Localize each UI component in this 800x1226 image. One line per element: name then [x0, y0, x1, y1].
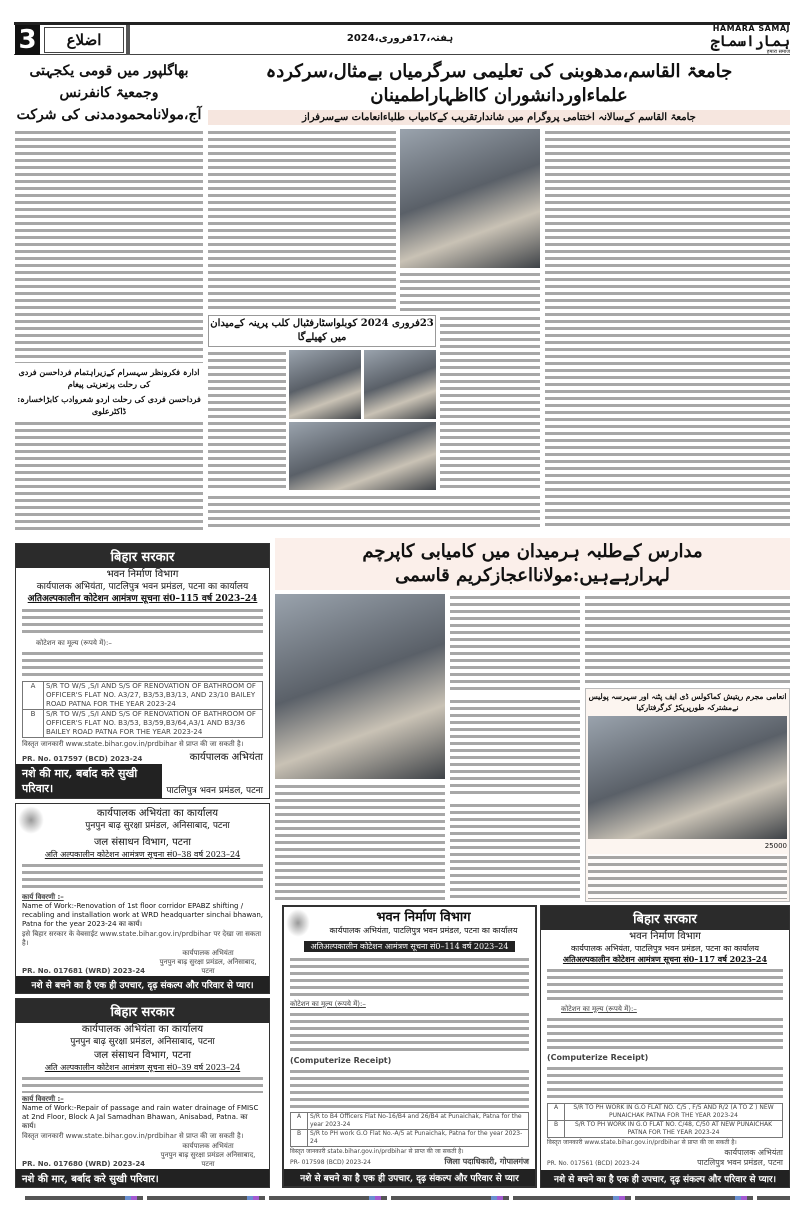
- madaris-headline: مدارس کےطلبہ ہرمیدان میں کامیابی کاپرچم لہرارہےہیں:مولانااعجازکریم قاسمی: [275, 538, 790, 590]
- ad-office2: पुनपुन बाढ़ सुरक्षा प्रमंडल, अनिसाबाद, पटना: [70, 1036, 215, 1047]
- main-body-right: [545, 129, 790, 530]
- ad-sign: कार्यपालक अभियंता: [724, 1148, 783, 1158]
- main-headline: جامعۃ القاسم،مدھوبنی کی تعلیمی سرگرمیاں بےمثال،سرکردہ علماءاوردانشوران کااظہاراطمینان: [265, 61, 733, 106]
- ad-slogan: नशे की मार, बर्बाद करे सुखी परिवार।: [16, 764, 162, 798]
- madaris-body-bottom2: [450, 802, 580, 902]
- ad-website[interactable]: विस्तृत जानकारी state.bihar.gov.in/prdbihar से प्राप्त की जा सकती है।: [290, 1147, 464, 1155]
- row-no: A: [553, 1104, 559, 1112]
- football-body: [208, 350, 286, 490]
- main-story-photo: [400, 129, 540, 268]
- left-story: [15, 60, 203, 530]
- ad-office: कार्यपालक अभियंता का कार्यालय: [81, 1023, 204, 1035]
- ad-slogan: नशे से बचने का है एक ही उपचार, दृढ़ संकल्प और परिवार से प्यार।: [16, 976, 269, 993]
- ad-sign: जिला पदाधिकारी, गोपालगंज: [444, 1156, 529, 1166]
- madaris-photo: [275, 594, 445, 779]
- football-story: [208, 315, 436, 490]
- divider: [126, 25, 130, 55]
- crime-photo: [588, 716, 787, 839]
- left-ads: [15, 543, 270, 1188]
- logo-ur: ہماراسماج: [710, 32, 790, 50]
- ad-receipt: (Computerize Receipt): [290, 1055, 392, 1065]
- ad-bcd-117: [540, 905, 790, 1188]
- crime-headline: انعامی مجرم ریتیش کماکولس ڈی ایف پٹنہ اور سہرسہ پولیس نےمشترکہ طورپرپکڑ کرگرفتارکیا: [588, 692, 787, 712]
- ad-rate-body: [547, 1016, 783, 1052]
- ad-rate-body2: [547, 1065, 783, 1101]
- ad-sign: कार्यपालक अभियंता: [182, 948, 234, 957]
- bihar-emblem-icon: [286, 909, 310, 937]
- left-story-headline: بھاگلپور میں قومی یکجہتی وجمعیۃ کانفرنس آج،مولانامحمودمدنی کی شرکت: [16, 63, 202, 123]
- section-label: اضلاع: [44, 27, 124, 53]
- bihar-emblem-icon: [18, 806, 44, 834]
- ad-dept: भवन निर्माण विभाग: [106, 569, 179, 580]
- ad-banner: बिहार सरकार: [16, 544, 269, 568]
- row-work: S/R TO PH WORK IN G.O FLAT NO. C/5 , F/5 AND R/2 (A TO Z ) NEW PUNAICHAK PATNA FOR THE YEAR 2023-24: [564, 1104, 782, 1120]
- ad-dept: भवन निर्माण विभाग: [629, 931, 701, 942]
- logo-hi: हमारा समाज: [766, 49, 790, 55]
- ad-rate-body2: [290, 1068, 529, 1110]
- main-subhead: جامعۃ القاسم کےسالانہ اختتامی پروگرام میں شاندارتقریب کےکامیاب طلباءانعامات سےسرفراز: [208, 110, 790, 125]
- ad-work-label: कार्य विवरणी :–: [22, 892, 64, 901]
- row-work: S/R to B4 Officers Flat No-16/B4 and 26/B4 at Punaichak, Patna for the year 2023-24: [307, 1113, 528, 1129]
- ad-office: कार्यपालक अभियंता, पाटलिपुत्र भवन प्रमंडल, पटना का कार्यालय: [36, 582, 249, 592]
- ad-body: [547, 967, 783, 1003]
- ad-sign2: पाटलिपुत्र भवन प्रमंडल, पटना: [697, 1158, 783, 1168]
- ad-work-label: कार्य विवरणी :–: [22, 1095, 64, 1103]
- madaris-body-bottom: [275, 783, 445, 902]
- logo-en: HAMARA SAMAJ: [712, 24, 790, 33]
- ad-pr-no: PR. No. 017597 (BCD) 2023-24: [22, 755, 143, 764]
- page-number: 3: [15, 25, 40, 55]
- ad-rate-label: कोटेशन का मूल्य (रूपये में):–: [290, 1000, 366, 1009]
- ad-website[interactable]: इसे बिहार सरकार के वेबसाईट www.state.bihar.gov.in/prdbihar पर देखा जा सकता है।: [22, 929, 262, 947]
- bottom-decorative-strip: [25, 1196, 790, 1200]
- ad-sign2: पुनपुन बाढ़ सुरक्षा प्रमंडल अनिसाबाद, पटना: [160, 1151, 256, 1168]
- ad-rate-label: कोटेशन का मूल्य (रूपये में):–: [561, 1004, 637, 1013]
- crime-body: [588, 854, 787, 899]
- main-body-under-photo: [400, 271, 540, 311]
- ad-sign: कार्यपालक अभियंता: [182, 1142, 234, 1150]
- ad-pr-no: PR. No. 017561 (BCD) 2023-24: [547, 1160, 640, 1168]
- left-sub-body: [15, 420, 203, 530]
- madaris-story: [275, 538, 790, 902]
- row-no: B: [296, 1129, 302, 1137]
- football-photo-1: [289, 350, 361, 419]
- crime-box: [585, 688, 790, 902]
- ad-website[interactable]: विस्तृत जानकारी www.state.bihar.gov.in/prdbihar से प्राप्त की जा सकती है।: [22, 1132, 244, 1140]
- ad-bcd-114: [282, 905, 537, 1188]
- ad-notice: अतिअल्पकालीन कोटेशन आमंत्रण सूचना सं0–114 वर्ष 2023–24: [304, 941, 515, 952]
- ad-slogan: नशे से बचने का है एक ही उपचार, दृढ़ संकल्प और परिवार से प्यार।: [541, 1170, 789, 1187]
- row-work: S/R TO W/S ,S/I AND S/S OF RENOVATION OF BATHROOM OF OFFICER'S FLAT NO. A3/27, B3/53,B3/13, AND 23/10 BAILEY ROAD PATNA FOR THE YEAR 2023-24: [43, 682, 262, 709]
- ad-rate-body: [290, 1011, 529, 1053]
- ad-pr-no: PR. No. 017681 (WRD) 2023-24: [22, 966, 146, 975]
- ad-dept: भवन निर्माण विभाग: [376, 910, 471, 925]
- ad-notice: अतिअल्पकालीन कोटेशन आमंत्रण सूचना सं0–115 वर्ष 2023–24: [27, 594, 258, 604]
- main-body-left: [208, 129, 396, 311]
- main-story: [208, 60, 790, 530]
- football-caption: [208, 494, 540, 530]
- ad-dept: जल संसाधन विभाग, पटना: [94, 1049, 191, 1061]
- logo: [655, 24, 790, 56]
- ad-office: कार्यपालक अभियंता, पाटलिपुत्र भवन प्रमंडल, पटना का कार्यालय: [571, 944, 759, 953]
- ad-slogan: नशे से बचने का है एक ही उपचार, दृढ़ संकल्प और परिवार से प्यार: [284, 1169, 535, 1186]
- ad-sign: कार्यपालक अभियंता: [189, 752, 263, 764]
- row-no: B: [553, 1121, 559, 1129]
- football-headline: 23فروری 2024 کوبلواسٹارفٹبال کلب پرینہ کےمیدان میں کھیلےگا: [208, 315, 436, 347]
- left-sub-headline-2: فرداحسن فردی کی رحلت اردو شعروادب کابڑاخسارہ: ڈاکٹرعلوی: [17, 394, 201, 416]
- row-work: S/R TO W/S ,S/I AND S/S OF RENOVATION OF BATHROOM OF OFFICER'S FLAT NO. B3/53, B3/59,B3/64,A3/1 AND B3/36 BAILEY ROAD PATNA FOR THE YEAR 2023-24: [43, 710, 262, 737]
- ad-body: [290, 956, 529, 998]
- ad-pr-no: PR- 017598 (BCD) 2023-24: [290, 1158, 371, 1166]
- ad-receipt: (Computerize Receipt): [547, 1053, 649, 1063]
- ad-sign2: पुनपुन बाढ़ सुरक्षा प्रमंडल, अनिसाबाद, पटना: [159, 957, 257, 975]
- ad-website[interactable]: विस्तृत जानकारी www.state.bihar.gov.in/prdbihar से प्राप्त की जा सकती है।: [22, 740, 244, 749]
- ad-sign2: पाटलिपुत्र भवन प्रमंडल, पटना: [166, 786, 263, 797]
- football-photo-2: [364, 350, 436, 419]
- ad-banner: बिहार सरकार: [541, 906, 789, 930]
- crime-reward: 25000: [764, 842, 787, 850]
- left-story-body: [15, 129, 203, 363]
- ad-notice: अतिअल्पकालीन कोटेशन आमंत्रण सूचना सं0–117 वर्ष 2023–24: [562, 954, 768, 964]
- row-work: S/R to PH work G.O Flat No.-A/5 at Punaichak, Patna for the year 2023-24: [307, 1130, 528, 1146]
- issue-date: ہفتہ،17فروری،2024: [346, 33, 454, 44]
- madaris-body-top: [450, 594, 580, 694]
- ad-body: [22, 1075, 263, 1093]
- ad-body: [22, 862, 263, 890]
- madaris-body-mid: [450, 698, 580, 798]
- ad-slogan: नशे की मार, बर्बाद करे सुखी परिवार।: [16, 1169, 269, 1187]
- row-no: A: [30, 682, 36, 691]
- ad-office: कार्यपालक अभियंता का कार्यालय: [96, 808, 219, 820]
- ad-rate-label: कोटेशन का मूल्य (रूपये में):–: [36, 638, 112, 647]
- ad-wrd-38: [15, 803, 270, 993]
- ad-work: Name of Work:-Renovation of 1st floor corridor EPABZ shifting / recabling and installation work at WRD headquarter sinchai bhawan, Patna for the year 2023-24 का कार्य।: [22, 901, 263, 928]
- football-photo-3: [289, 422, 436, 491]
- ad-notice: अति अल्पकालीन कोटेशन आमंत्रण सूचना सं0–38 वर्ष 2023–24: [44, 850, 241, 860]
- ad-pr-no: PR. No. 017680 (WRD) 2023-24: [22, 1160, 146, 1168]
- madaris-body-right: [585, 594, 790, 684]
- ad-work: Name of Work:-Repair of passage and rain water drainage of FMISC at 2nd Floor, Block A Jal Samadhan Bhawan, Anisabad, Patna. का कार्य।: [22, 1104, 259, 1130]
- ad-bcd-115: [15, 543, 270, 799]
- ad-body: [22, 607, 263, 637]
- ad-office: कार्यपालक अभियंता, पाटलिपुत्र भवन प्रमंडल, पटना का कार्यालय: [329, 926, 518, 935]
- ad-banner: बिहार सरकार: [16, 999, 269, 1023]
- ad-notice: अति अल्पकालीन कोटेशन आमंत्रण सूचना सं0–39 वर्ष 2023–24: [44, 1062, 241, 1072]
- ad-wrd-39: [15, 998, 270, 1188]
- ad-rate-body: [22, 650, 263, 680]
- main-body-mid: [440, 315, 540, 490]
- left-sub-headline-1: ادارہ فکرونظر سہسرام کےزیراہتمام فرداحسن فردی کی رحلت پرتعزیتی پیغام: [18, 367, 200, 389]
- row-no: A: [296, 1112, 302, 1120]
- ad-dept: जल संसाधन विभाग, पटना: [94, 837, 191, 849]
- ad-office2: पुनपुन बाढ़ सुरक्षा प्रमंडल, अनिसाबाद, पटना: [85, 821, 230, 832]
- row-no: B: [30, 710, 36, 719]
- ad-website[interactable]: विस्तृत जानकारी www.state.bihar.gov.in/prdbihar से प्राप्त की जा सकती है।: [547, 1139, 737, 1147]
- row-work: S/R TO PH WORK IN G.O FLAT NO. C/48, C/50 AT NEW PUNAICHAK PATNA FOR THE YEAR 2023-24: [564, 1121, 782, 1137]
